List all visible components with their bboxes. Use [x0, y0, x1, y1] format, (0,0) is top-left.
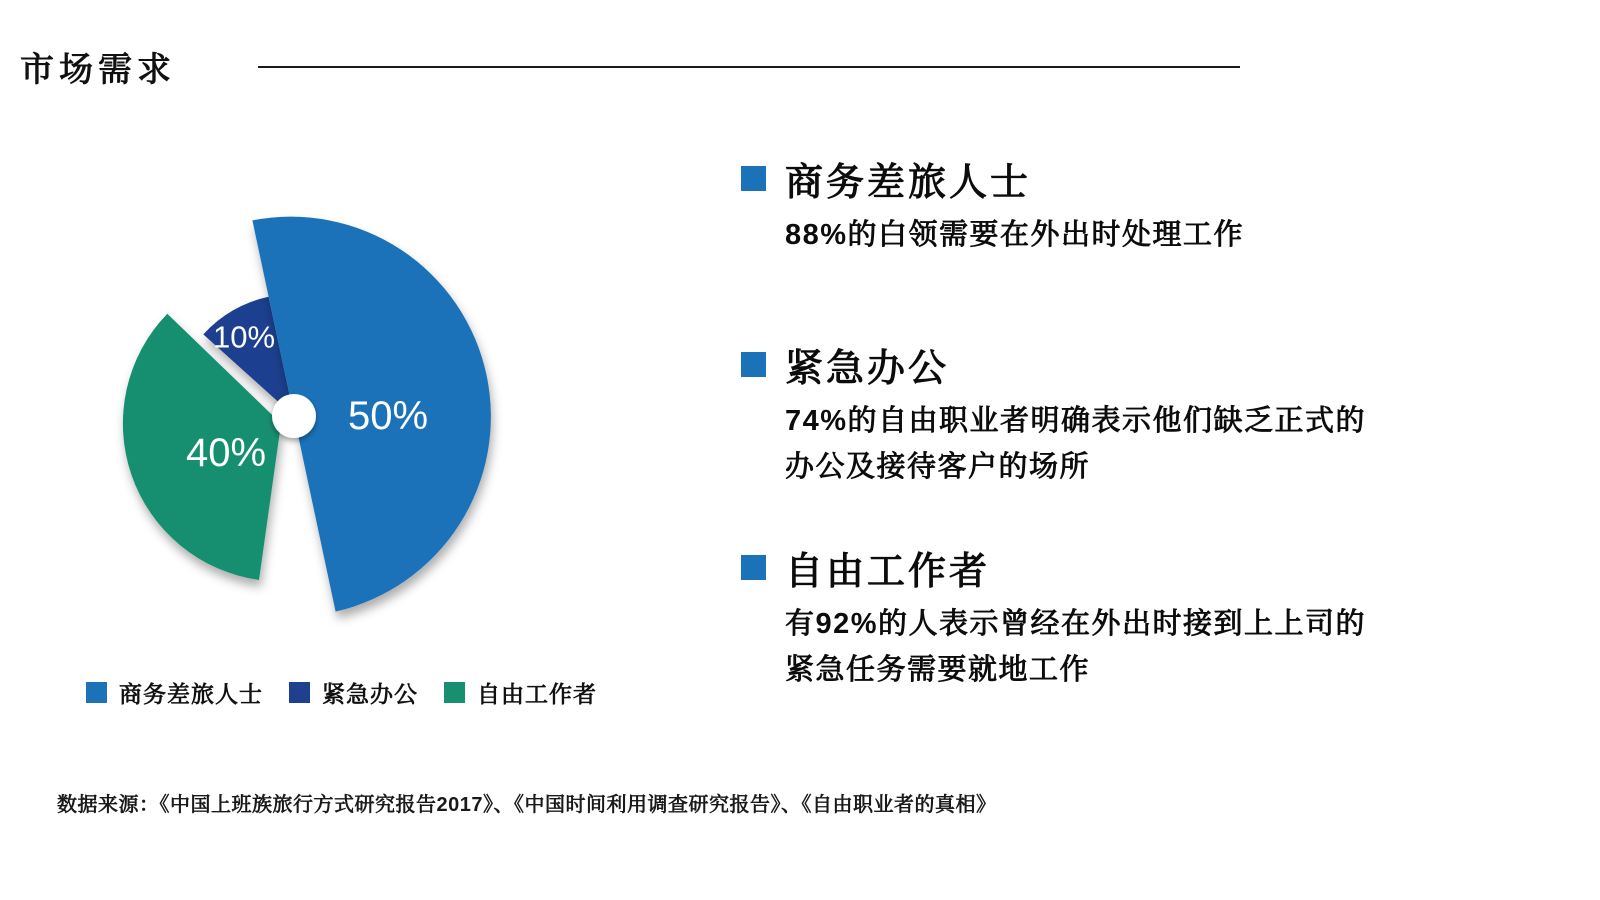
info-section — [741, 336, 1441, 490]
title-rule — [258, 66, 1240, 68]
legend-item — [444, 676, 597, 709]
section-heading: 紧急办公 — [785, 347, 950, 390]
page-title: 市场需求 — [20, 51, 176, 89]
bullet-square-icon — [741, 555, 766, 580]
section-body-line: 74%的自由职业者明确表示他们缺乏正式的 — [785, 405, 1367, 437]
pie-center-dot — [272, 394, 316, 438]
pie-slice-label: 50% — [347, 394, 429, 438]
section-heading: 自由工作者 — [785, 550, 991, 593]
legend-swatch-icon — [444, 682, 465, 703]
pie-slice-label: 40% — [185, 431, 267, 475]
section-body — [741, 601, 1441, 693]
legend-item — [289, 676, 418, 709]
section-heading-row — [741, 336, 1441, 392]
section-body — [741, 398, 1441, 490]
section-heading: 商务差旅人士 — [785, 161, 1032, 204]
section-body — [741, 212, 1441, 258]
bullet-square-icon — [741, 352, 766, 377]
info-section — [741, 150, 1441, 258]
legend-label: 自由工作者 — [477, 681, 597, 707]
legend-item — [86, 676, 263, 709]
legend-label: 商务差旅人士 — [119, 681, 263, 707]
section-body-line: 88%的白领需要在外出时处理工作 — [785, 219, 1245, 251]
bullet-square-icon — [741, 166, 766, 191]
section-heading-row — [741, 539, 1441, 595]
section-heading-row — [741, 150, 1441, 206]
pie-slice-label: 10% — [212, 319, 276, 355]
legend-swatch-icon — [86, 682, 107, 703]
chart-legend — [86, 676, 597, 709]
data-source-note: 数据来源：《中国上班族旅行方式研究报告2017》、《中国时间利用调查研究报告》、《自由职业者的真相》 — [57, 794, 997, 816]
pie-chart — [70, 186, 530, 656]
info-section — [741, 539, 1441, 693]
legend-swatch-icon — [289, 682, 310, 703]
section-body-line: 办公及接待客户的场所 — [785, 451, 1091, 483]
section-body-line: 紧急任务需要就地工作 — [785, 654, 1091, 686]
legend-label: 紧急办公 — [322, 681, 418, 707]
section-body-line: 有92%的人表示曾经在外出时接到上上司的 — [785, 608, 1367, 640]
